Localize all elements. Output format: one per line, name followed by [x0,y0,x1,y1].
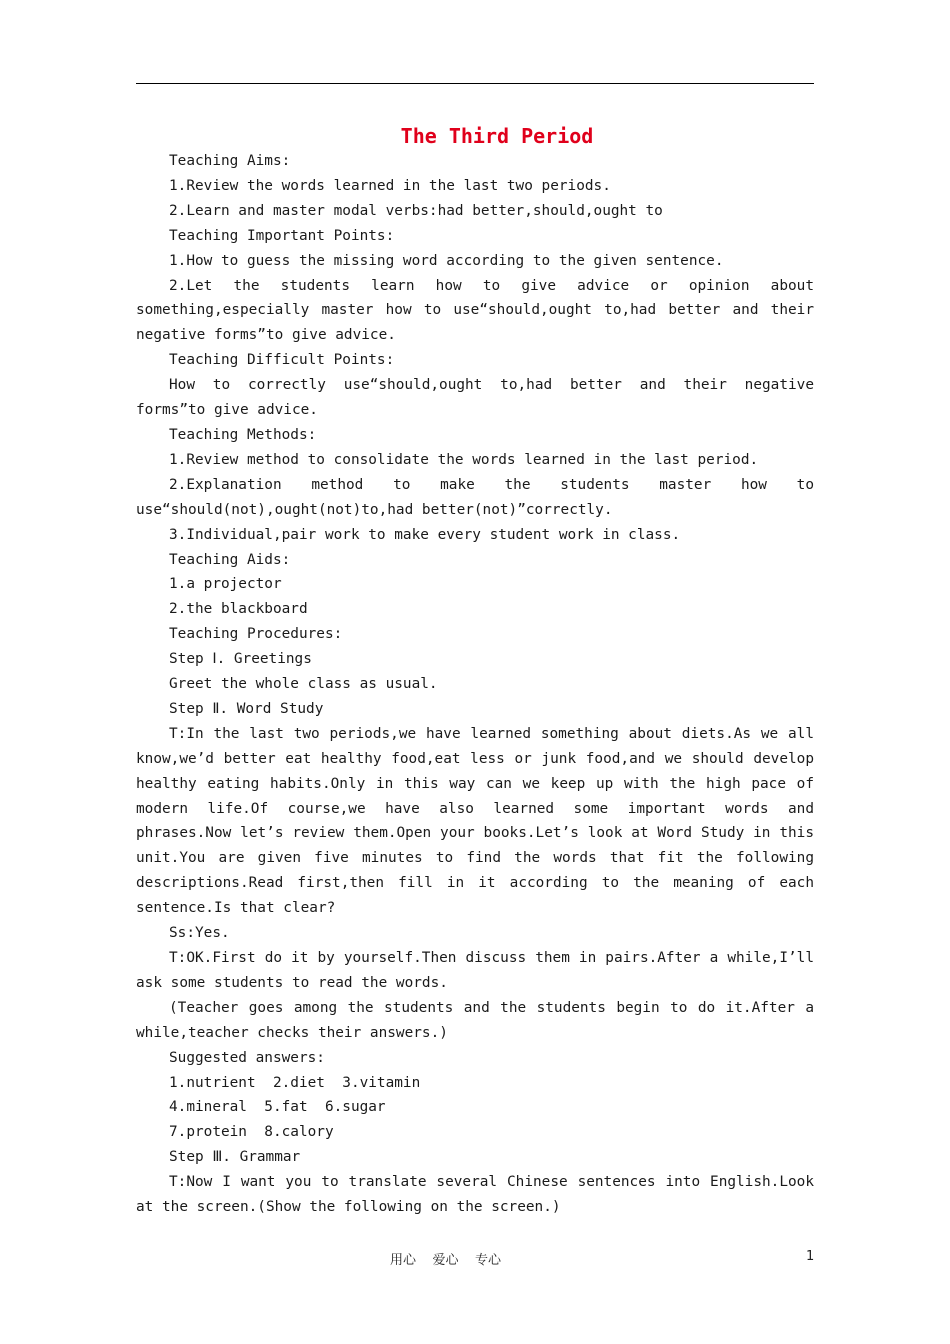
teacher-paragraph-3: T:Now I want you to translate several Chinese sentences into English.Look at the screen.(Show the following on the screen.) [136,1174,814,1216]
answers-row-2: 4.mineral 5.fat 6.sugar [169,1099,386,1116]
teaching-aims-heading: Teaching Aims: [169,153,291,169]
document-body [136,149,814,1220]
footer-motto: 用心 爱心 专心 [390,1253,502,1268]
important-points-heading: Teaching Important Points: [169,227,395,244]
teaching-methods-heading: Teaching Methods: [169,426,317,443]
greeting-text: Greet the whole class as usual. [169,676,438,693]
method-2: 2.Explanation method to make the students master how to use“should(not),ought(not)to,had better(not)”correctly. [136,476,814,518]
aid-1: 1.a projector [169,576,282,593]
step-2-heading: Step Ⅱ. Word Study [169,700,324,717]
page-footer [0,1247,950,1269]
suggested-answers-heading: Suggested answers: [169,1049,325,1066]
answers-row-3: 7.protein 8.calory [169,1124,334,1141]
aid-2: 2.the blackboard [169,601,308,618]
teacher-paragraph-2: T:OK.First do it by yourself.Then discuss them in pairs.After a while,I’ll ask some students to read the words. [136,950,814,991]
method-1: 1.Review method to consolidate the words learned in the last period. [169,451,759,468]
page-title: The Third Period [400,124,594,148]
answers-row-1: 1.nutrient 2.diet 3.vitamin [169,1074,421,1091]
aim-1: 1.Review the words learned in the last two periods. [169,177,611,194]
teaching-procedures-heading: Teaching Procedures: [169,626,343,643]
page-number: 1 [806,1249,815,1264]
header-rule [136,83,814,84]
difficult-points-heading: Teaching Difficult Points: [169,352,395,369]
classroom-note: (Teacher goes among the students and the students begin to do it.After a while,teacher checks their answers.) [136,999,814,1041]
important-point-1: 1.How to guess the missing word according to the given sentence. [169,252,724,269]
important-point-2: 2.Let the students learn how to give advice or opinion about something,especially master how to use“should,ought to,had better and their negative forms”to give advice. [136,277,814,344]
teacher-paragraph-1: T:In the last two periods,we have learned something about diets.As we all know,we’d better eat healthy food,eat less or junk food,and we should develop healthy eating habits.Only in this way can we keep up with the high pace of modern life.Of course,we have also learned some important words and phrases.Now let’s review them.Open your books.Let’s look at Word Study in this unit.You are given five minutes to find the words that fit the following descriptions.Read first,then fill in it according to the meaning of each sentence.Is that clear? [136,725,814,917]
students-reply: Ss:Yes. [169,925,230,942]
step-3-heading: Step Ⅲ. Grammar [169,1149,301,1166]
teaching-aids-heading: Teaching Aids: [169,551,291,568]
difficult-point-1: How to correctly use“should,ought to,had better and their negative forms”to give advice. [136,377,814,419]
method-3: 3.Individual,pair work to make every student work in class. [169,526,681,543]
step-1-heading: Step Ⅰ. Greetings [169,651,312,668]
aim-2: 2.Learn and master modal verbs:had better,should,ought to [169,202,663,219]
